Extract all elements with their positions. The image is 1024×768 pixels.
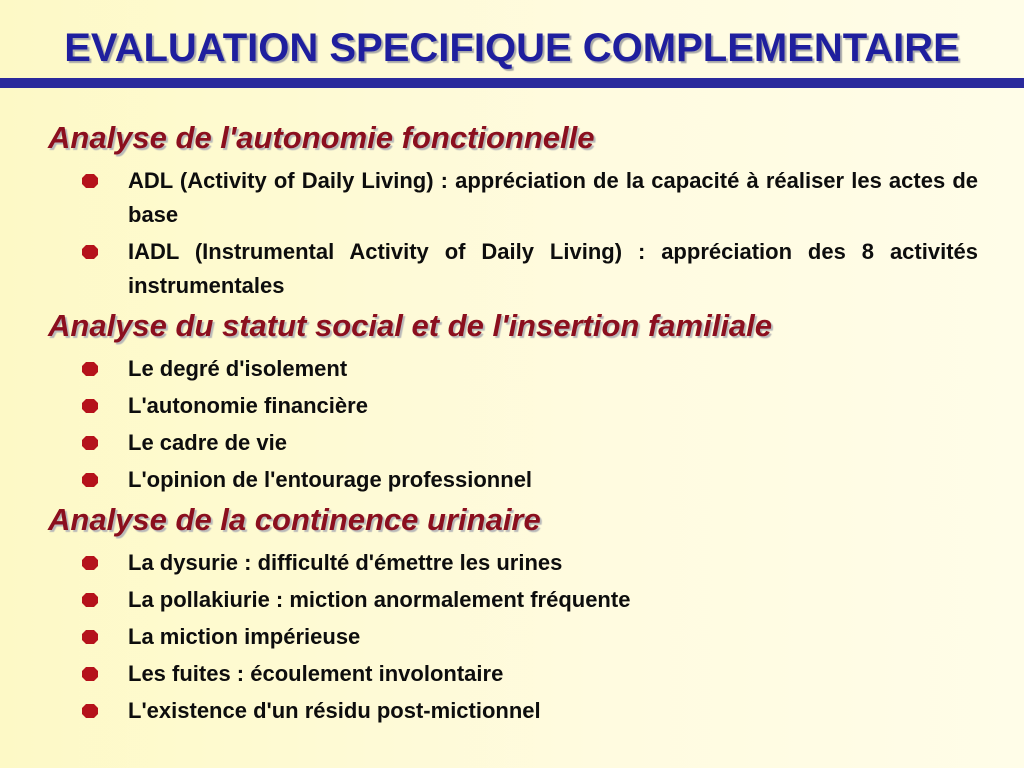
list-item-text: Le cadre de vie	[128, 430, 287, 455]
list-item-text: L'existence d'un résidu post-mictionnel	[128, 698, 541, 723]
list-item	[48, 657, 978, 691]
octagon-bullet-icon	[82, 704, 98, 718]
octagon-bullet-icon	[82, 399, 98, 413]
section-heading: Analyse de l'autonomie fonctionnelle	[48, 120, 595, 155]
list-item-text: L'autonomie financière	[128, 393, 368, 418]
list-item	[48, 164, 978, 232]
section-continence	[48, 500, 978, 728]
list-item	[48, 463, 978, 497]
list-item	[48, 620, 978, 654]
list-item	[48, 694, 978, 728]
slide-content	[48, 118, 978, 731]
list-item-text: La pollakiurie : miction anormalement fréquente	[128, 587, 631, 612]
section-statut-social	[48, 306, 978, 497]
list-item-text: ADL (Activity of Daily Living) : appréciation de la capacité à réaliser les actes de base	[128, 168, 978, 227]
list-item	[48, 389, 978, 423]
list-item	[48, 235, 978, 303]
bullet-list	[48, 352, 978, 497]
octagon-bullet-icon	[82, 667, 98, 681]
title-divider	[0, 78, 1024, 88]
list-item	[48, 426, 978, 460]
list-item-text: La dysurie : difficulté d'émettre les urines	[128, 550, 563, 575]
octagon-bullet-icon	[82, 174, 98, 188]
octagon-bullet-icon	[82, 436, 98, 450]
octagon-bullet-icon	[82, 556, 98, 570]
list-item-text: La miction impérieuse	[128, 624, 361, 649]
list-item	[48, 546, 978, 580]
list-item-text: Les fuites : écoulement involontaire	[128, 661, 504, 686]
octagon-bullet-icon	[82, 630, 98, 644]
section-heading: Analyse de la continence urinaire	[48, 502, 541, 537]
bullet-list	[48, 164, 978, 303]
octagon-bullet-icon	[82, 473, 98, 487]
list-item-text: Le degré d'isolement	[128, 356, 348, 381]
octagon-bullet-icon	[82, 593, 98, 607]
section-autonomie	[48, 118, 978, 303]
list-item	[48, 352, 978, 386]
list-item	[48, 583, 978, 617]
list-item-text: L'opinion de l'entourage professionnel	[128, 467, 533, 492]
list-item-text: IADL (Instrumental Activity of Daily Living) : appréciation des 8 activités instrumentales	[128, 239, 978, 298]
slide-title: EVALUATION SPECIFIQUE COMPLEMENTAIRE	[64, 26, 960, 70]
octagon-bullet-icon	[82, 245, 98, 259]
octagon-bullet-icon	[82, 362, 98, 376]
section-heading: Analyse du statut social et de l'insertion familiale	[48, 308, 773, 343]
bullet-list	[48, 546, 978, 728]
